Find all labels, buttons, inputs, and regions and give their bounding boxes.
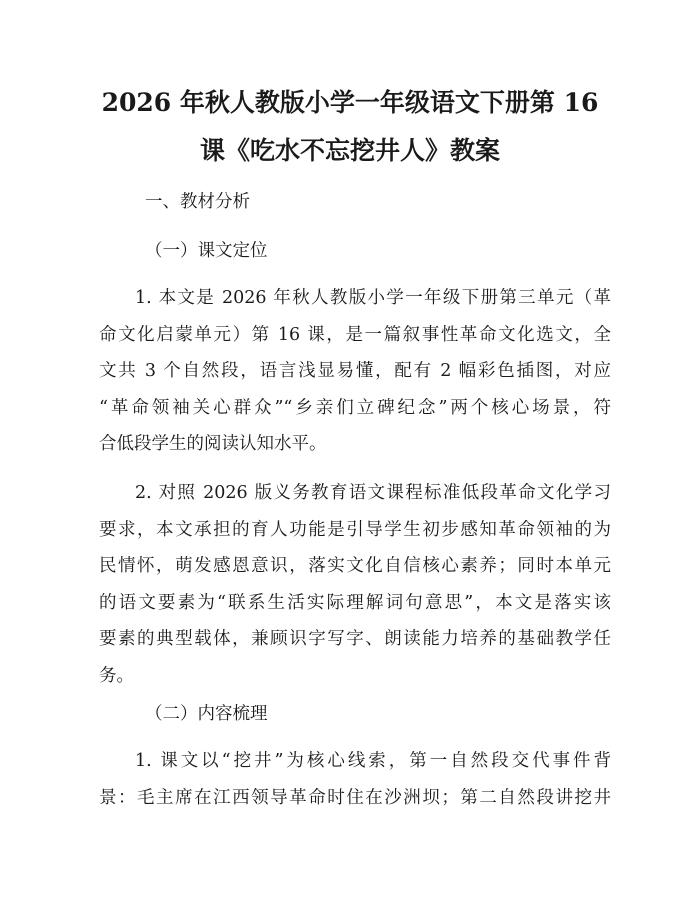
paragraph-line: “革命领袖关心群众”“乡亲们立碑纪念”两个核心场景，符 — [99, 397, 611, 418]
paragraph-line: 的语文要素为“联系生活实际理解词句意思”，本文是落实该 — [99, 592, 611, 613]
paragraph-line: 民情怀，萌发感恩意识，落实文化自信核心素养；同时本单元 — [99, 556, 611, 576]
document-title-line-1: 2026 年秋人教版小学一年级语文下册第 16 — [101, 88, 599, 117]
section-heading: 一、教材分析 — [145, 192, 250, 212]
paragraph-line: 1. 课文以“挖井”为核心线索，第一自然段交代事件背 — [135, 751, 611, 771]
subsection-heading: （二）内容梳理 — [145, 704, 268, 724]
paragraph-line: 要素的典型载体，兼顾识字写字、朗读能力培养的基础教学任 — [99, 629, 611, 649]
paragraph-line: 景：毛主席在江西领导革命时住在沙洲坝；第二自然段讲挖井 — [99, 787, 611, 808]
paragraph-line: 文共 3 个自然段，语言浅显易懂，配有 2 幅彩色插图，对应 — [99, 361, 611, 381]
paragraph-line: 2. 对照 2026 版义务教育语文课程标准低段革命文化学习 — [135, 483, 611, 503]
paragraph-line: 务。 — [99, 665, 134, 686]
subsection-heading: （一）课文定位 — [145, 241, 268, 261]
paragraph — [99, 743, 611, 816]
document-title-line-2: 课《吃水不忘挖井人》教案 — [199, 136, 500, 165]
paragraph-line: 合低段学生的阅读认知水平。 — [99, 434, 327, 454]
paragraph-line: 要求，本文承担的育人功能是引导学生初步感知革命领袖的为 — [99, 519, 611, 540]
paragraph — [99, 280, 611, 463]
paragraph-line: 1. 本文是 2026 年秋人教版小学一年级下册第三单元（革 — [135, 288, 611, 308]
paragraph-line: 命文化启蒙单元）第 16 课，是一篇叙事性革命文化选文，全 — [99, 324, 611, 345]
paragraph — [99, 475, 611, 694]
